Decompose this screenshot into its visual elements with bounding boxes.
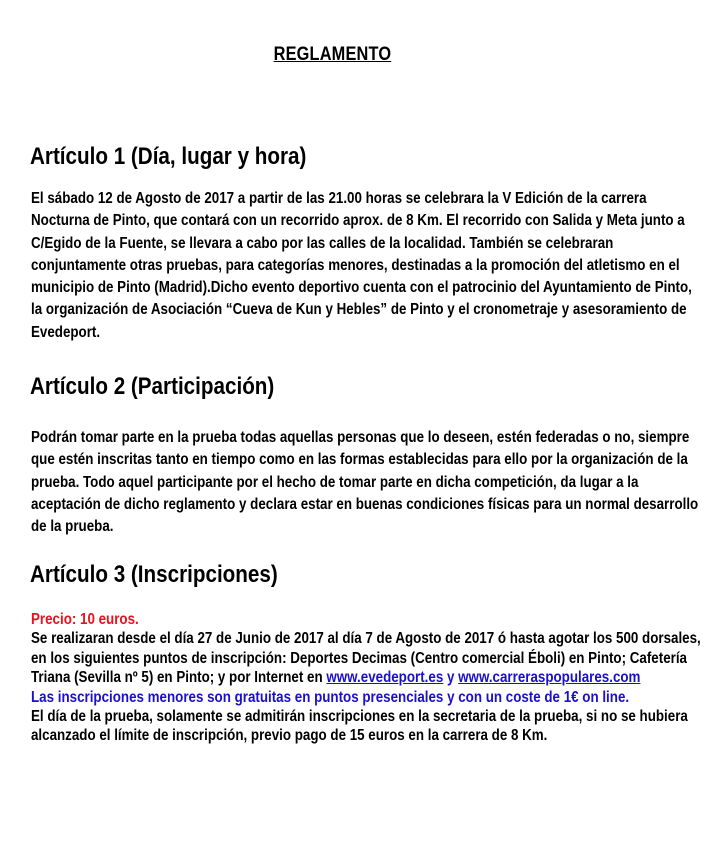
article-2-heading: Artículo 2 (Participación) <box>30 373 275 400</box>
article-2-paragraph <box>31 427 704 538</box>
link-conjunction: y <box>443 669 459 687</box>
price-text: Precio: 10 euros. <box>31 611 139 628</box>
registration-info <box>31 629 704 687</box>
evedeport-link[interactable]: www.evedeport.es <box>326 669 444 687</box>
page-title: REGLAMENTO <box>273 44 392 65</box>
article-1-paragraph <box>31 188 704 344</box>
race-day-note: El día de la prueba, solamente se admitirán inscripciones en la secretaria de la prueba, si no se hubiera alcanzado el límite de inscripción, previo pago de 15 euros en la carrera de 8 Km. <box>31 708 688 745</box>
article-1-heading: Artículo 1 (Día, lugar y hora) <box>30 143 307 170</box>
registration-intro: Se realizaran desde el día 27 de Junio de 2017 al día 7 de Agosto de 2017 ó hasta agotar los 500 dorsales, en los siguientes puntos de inscripción: Deportes Decimas (Centro comercial Éboli) en Pinto; Cafetería Triana (Sevilla nº 5) en Pinto; y por Internet en <box>31 630 701 687</box>
article-2-text: Podrán tomar parte en la prueba todas aquellas personas que lo deseen, estén federadas o no, siempre que estén inscritas tanto en tiempo como en las formas establecidas para ello por la organización de la prueba. Todo aquel participante por el hecho de tomar parte en dicha competición, da lugar a la aceptación de dicho reglamento y declara estar en buenas condiciones físicas para un normal desarrollo de la prueba. <box>31 429 699 536</box>
article-3-paragraph <box>31 610 704 746</box>
minors-note: Las inscripciones menores son gratuitas en puntos presenciales y con un coste de 1€ on line. <box>31 688 630 706</box>
carreraspopulares-link[interactable]: www.carreraspopulares.com <box>458 669 641 687</box>
article-1-text: El sábado 12 de Agosto de 2017 a partir de las 21.00 horas se celebrara la V Edición de la carrera Nocturna de Pinto, que contará con un recorrido aprox. de 8 Km. El recorrido con Salida y Meta junto a C/Egido de la Fuente, se llevara a cabo por las calles de la localidad. También se celebraran conjuntamente otras pruebas, para categorías menores, destinadas a la promoción del atletismo en el municipio de Pinto (Madrid).Dicho evento deportivo cuenta con el patrocinio del Ayuntamiento de Pinto, la organización de Asociación “Cueva de Kun y Hebles” de Pinto y el cronometraje y asesoramiento de Evedeport. <box>31 190 692 341</box>
article-3-heading: Artículo 3 (Inscripciones) <box>30 561 278 588</box>
